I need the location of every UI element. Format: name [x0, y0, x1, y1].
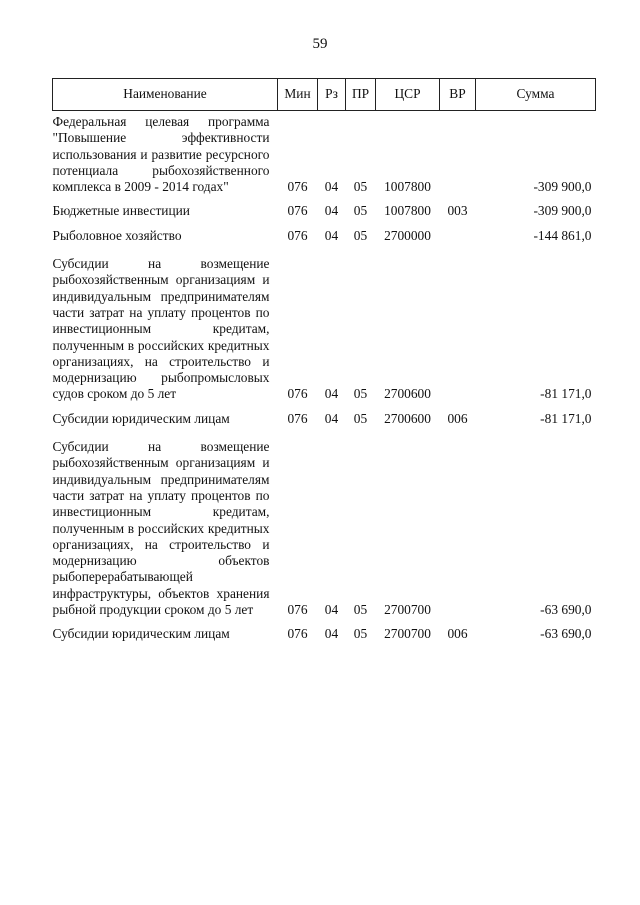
row-csr: 2700600: [384, 386, 431, 402]
row-name: Федеральная целевая программа "Повышение эффективности использования и развитие ресурсного потенциала рыбохозяйственного комплекса в 2009 - 2014 годах": [52, 114, 270, 195]
row-rz: 04: [324, 203, 339, 219]
header-sum: Сумма: [476, 79, 596, 111]
row-min: 076: [287, 227, 308, 243]
header-pr: ПР: [346, 79, 376, 111]
row-pr: 05: [353, 227, 368, 243]
header-min: Мин: [278, 79, 318, 111]
row-min: 076: [287, 410, 308, 426]
row-min: 076: [287, 386, 308, 402]
row-pr: 05: [353, 602, 368, 618]
row-vr: 006: [447, 626, 468, 642]
row-sum: -63 690,0: [540, 602, 592, 618]
row-sum: -309 900,0: [533, 203, 592, 219]
row-name: Субсидии на возмещение рыбохозяйственным организациям и индивидуальным предпринимателям части затрат на уплату процентов по инвестиционным кредитам, полученным в российских кредитных организациях, на строительство и модернизацию рыбопромысловых судов сроком до 5 лет: [52, 256, 270, 402]
row-rz: 04: [324, 626, 339, 642]
header-name: Наименование: [53, 79, 278, 111]
row-min: 076: [287, 626, 308, 642]
row-name: Субсидии юридическим лицам: [52, 626, 230, 642]
row-min: 076: [287, 179, 308, 195]
row-pr: 05: [353, 179, 368, 195]
budget-table: [52, 78, 596, 643]
table-row: [53, 195, 596, 219]
row-csr: 2700700: [384, 626, 431, 642]
row-rz: 04: [324, 602, 339, 618]
table-row: [53, 220, 596, 244]
table-row: [53, 403, 596, 427]
row-sum: -144 861,0: [533, 227, 592, 243]
row-vr: 006: [447, 410, 468, 426]
row-name: Рыболовное хозяйство: [52, 227, 182, 243]
row-vr: 003: [447, 203, 468, 219]
row-csr: 2700700: [384, 602, 431, 618]
table-header-row: [53, 79, 596, 111]
row-csr: 1007800: [384, 203, 431, 219]
row-pr: 05: [353, 386, 368, 402]
row-csr: 2700000: [384, 227, 431, 243]
row-csr: 1007800: [384, 179, 431, 195]
table-row: [53, 427, 596, 618]
row-csr: 2700600: [384, 410, 431, 426]
row-vr: [440, 111, 476, 196]
row-name: Субсидии на возмещение рыбохозяйственным организациям и индивидуальным предпринимателям части затрат на уплату процентов по инвестиционным кредитам, полученным в российских кредитных организациях, на строительство и модернизацию объектов рыбоперерабатывающей инфраструктуры, объектов хранения рыбной продукции сроком до 5 лет: [52, 439, 270, 618]
header-csr: ЦСР: [376, 79, 440, 111]
row-vr: [440, 220, 476, 244]
header-rz: Рз: [318, 79, 346, 111]
row-rz: 04: [324, 227, 339, 243]
row-rz: 04: [324, 179, 339, 195]
row-sum: -81 171,0: [540, 410, 592, 426]
table-row: [53, 244, 596, 403]
header-vr: ВР: [440, 79, 476, 111]
page-number: 59: [312, 36, 328, 52]
row-rz: 04: [324, 386, 339, 402]
row-rz: 04: [324, 410, 339, 426]
row-sum: -309 900,0: [533, 179, 592, 195]
row-vr: [440, 427, 476, 618]
table-row: [53, 618, 596, 642]
table-row: [53, 111, 596, 196]
row-pr: 05: [353, 626, 368, 642]
row-min: 076: [287, 203, 308, 219]
row-sum: -63 690,0: [540, 626, 592, 642]
row-pr: 05: [353, 203, 368, 219]
row-pr: 05: [353, 410, 368, 426]
row-name: Бюджетные инвестиции: [52, 203, 190, 219]
row-name: Субсидии юридическим лицам: [52, 410, 230, 426]
row-sum: -81 171,0: [540, 386, 592, 402]
row-min: 076: [287, 602, 308, 618]
row-vr: [440, 244, 476, 403]
